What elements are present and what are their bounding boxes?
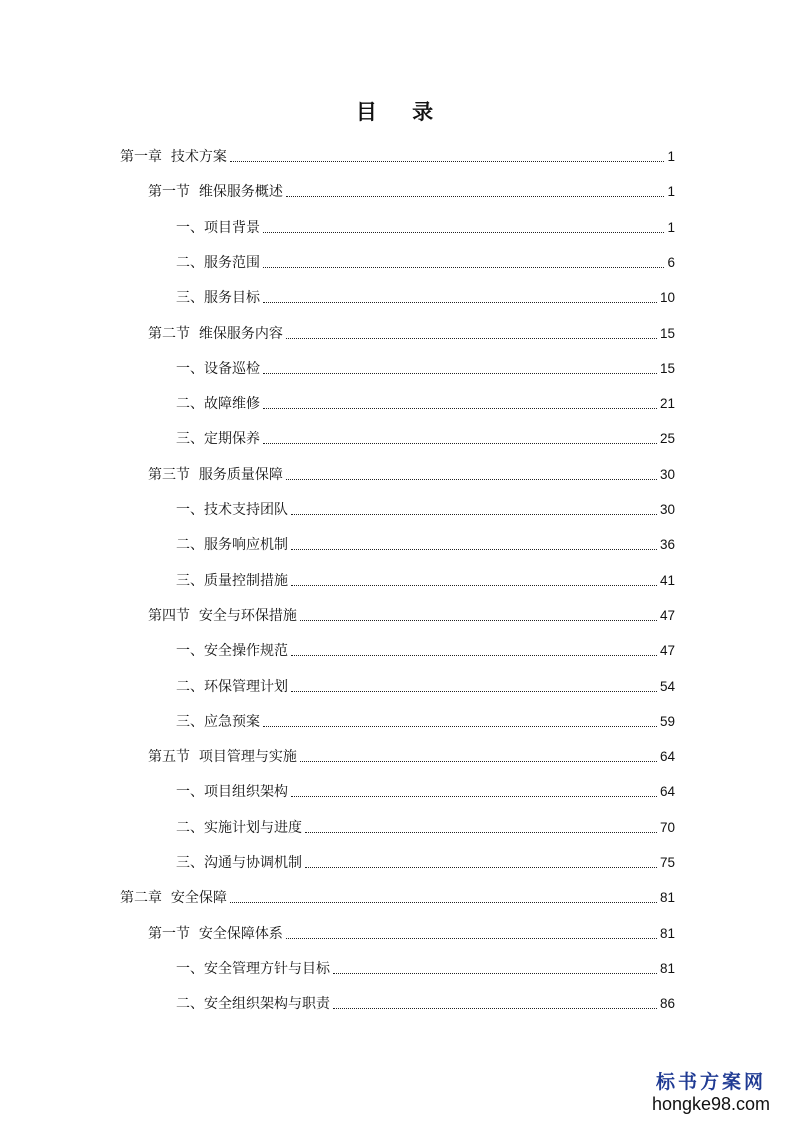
toc-entry-label: 一、项目组织架构	[176, 784, 288, 801]
toc-entry[interactable]	[176, 674, 675, 696]
toc-entry-label: 二、服务响应机制	[176, 537, 288, 554]
toc-entry[interactable]	[176, 356, 675, 378]
toc-dot-leader	[263, 231, 664, 233]
toc-entry-label: 三、服务目标	[176, 290, 260, 307]
toc-entry-page-number: 30	[659, 502, 675, 517]
toc-dot-leader	[333, 1007, 657, 1009]
toc-dot-leader	[263, 301, 657, 303]
toc-entry-label: 三、质量控制措施	[176, 572, 288, 589]
toc-entry-label: 第一节 维保服务概述	[148, 184, 283, 201]
toc-dot-leader	[263, 266, 664, 268]
toc-dot-leader	[300, 760, 657, 762]
toc-entry[interactable]	[176, 426, 675, 448]
toc-dot-leader	[286, 337, 657, 339]
toc-dot-leader	[291, 795, 657, 797]
toc-entry[interactable]	[148, 321, 675, 343]
toc-entry[interactable]	[148, 179, 675, 201]
toc-entry-label: 第二章 安全保障	[120, 890, 227, 907]
toc-entry-page-number: 81	[659, 925, 675, 941]
toc-entry-label: 一、技术支持团队	[176, 502, 288, 518]
toc-entry[interactable]	[176, 850, 675, 872]
toc-entry-page-number: 10	[659, 290, 675, 306]
toc-entry-label: 二、环保管理计划	[176, 678, 288, 695]
toc-entry-label: 二、实施计划与进度	[176, 819, 302, 836]
toc-entry[interactable]	[176, 391, 675, 413]
toc-entry-label: 一、安全操作规范	[176, 643, 288, 660]
toc-entry-label: 三、定期保养	[176, 431, 260, 448]
toc-entry-label: 第三节 服务质量保障	[148, 466, 283, 483]
toc-entry-label: 二、服务范围	[176, 254, 260, 271]
toc-dot-leader	[286, 478, 657, 480]
toc-entry[interactable]	[148, 744, 675, 766]
toc-entry[interactable]	[148, 462, 675, 484]
toc-entry-page-number: 54	[659, 678, 675, 694]
toc-dot-leader	[300, 619, 657, 621]
toc-title: 目 录	[355, 99, 448, 124]
toc-entry-page-number: 41	[659, 572, 675, 588]
toc-dot-leader	[263, 372, 657, 374]
toc-entry[interactable]	[176, 215, 675, 237]
toc-entry-page-number: 6	[667, 254, 675, 270]
toc-entry-label: 一、安全管理方针与目标	[176, 960, 330, 977]
toc-entry-page-number: 81	[659, 890, 675, 906]
toc-dot-leader	[305, 866, 657, 868]
toc-dot-leader	[286, 195, 665, 197]
toc-entry-page-number: 30	[659, 466, 675, 482]
toc-entry[interactable]	[120, 144, 675, 166]
toc-entry[interactable]	[176, 250, 675, 272]
toc-entry[interactable]	[176, 497, 675, 519]
toc-entry-page-number: 70	[659, 819, 675, 835]
toc-entry-page-number: 21	[659, 396, 675, 412]
toc-entry[interactable]	[176, 991, 675, 1013]
toc-entry-label: 第二节 维保服务内容	[148, 325, 283, 342]
watermark-site-name: 标书方案网	[655, 1071, 766, 1093]
toc-entry-page-number: 86	[659, 996, 675, 1012]
toc-entry-page-number: 15	[659, 325, 675, 341]
toc-entry[interactable]	[176, 815, 675, 837]
toc-entry-label: 第四节 安全与环保措施	[148, 607, 297, 624]
toc-entry[interactable]	[176, 532, 675, 554]
toc-entry-label: 第五节 项目管理与实施	[148, 749, 297, 766]
toc-entry-label: 二、故障维修	[176, 396, 260, 413]
toc-dot-leader	[230, 901, 657, 903]
toc-dot-leader	[263, 407, 657, 409]
toc-dot-leader	[263, 442, 657, 444]
toc-entry-page-number: 1	[667, 149, 675, 164]
toc-entry[interactable]	[176, 709, 675, 731]
toc-entry[interactable]	[176, 779, 675, 801]
toc-entry-label: 二、安全组织架构与职责	[176, 996, 330, 1013]
toc-entry-page-number: 15	[659, 360, 675, 376]
toc-entry[interactable]	[148, 603, 675, 625]
toc-dot-leader	[291, 654, 657, 656]
toc-dot-leader	[333, 972, 657, 974]
toc-entry[interactable]	[176, 956, 675, 978]
toc-entry-label: 第一节 安全保障体系	[148, 925, 283, 942]
toc-dot-leader	[291, 513, 657, 515]
toc-entry-label: 第一章 技术方案	[120, 149, 227, 165]
toc-entry-page-number: 75	[659, 855, 675, 870]
watermark-logo	[641, 1070, 781, 1114]
toc-entry-label: 三、沟通与协调机制	[176, 855, 302, 871]
toc-entry-page-number: 64	[659, 749, 675, 765]
toc-entry-page-number: 47	[659, 643, 675, 659]
toc-entry-page-number: 1	[667, 219, 675, 235]
toc-entry-label: 一、设备巡检	[176, 360, 260, 377]
toc-entry[interactable]	[148, 921, 675, 943]
toc-dot-leader	[305, 831, 657, 833]
toc-dot-leader	[291, 584, 657, 586]
toc-entry-page-number: 36	[659, 537, 675, 553]
toc-dot-leader	[291, 548, 657, 550]
toc-entry[interactable]	[176, 638, 675, 660]
toc-entry-page-number: 59	[659, 713, 675, 729]
toc-entry[interactable]	[176, 285, 675, 307]
toc-entry[interactable]	[120, 885, 675, 907]
toc-dot-leader	[263, 725, 657, 727]
toc-entry-page-number: 47	[659, 607, 675, 623]
toc-entry-label: 三、应急预案	[176, 713, 260, 730]
toc-entry-page-number: 64	[659, 784, 675, 800]
toc-entry-page-number: 25	[659, 431, 675, 447]
toc-dot-leader	[230, 160, 665, 162]
watermark-site-url: hongke98.com	[651, 1094, 771, 1114]
toc-entry-page-number: 81	[659, 960, 675, 976]
toc-dot-leader	[291, 690, 657, 692]
toc-entry-page-number: 1	[667, 184, 675, 200]
toc-dot-leader	[286, 937, 657, 939]
toc-entry[interactable]	[176, 568, 675, 590]
toc-entry-label: 一、项目背景	[176, 219, 260, 236]
